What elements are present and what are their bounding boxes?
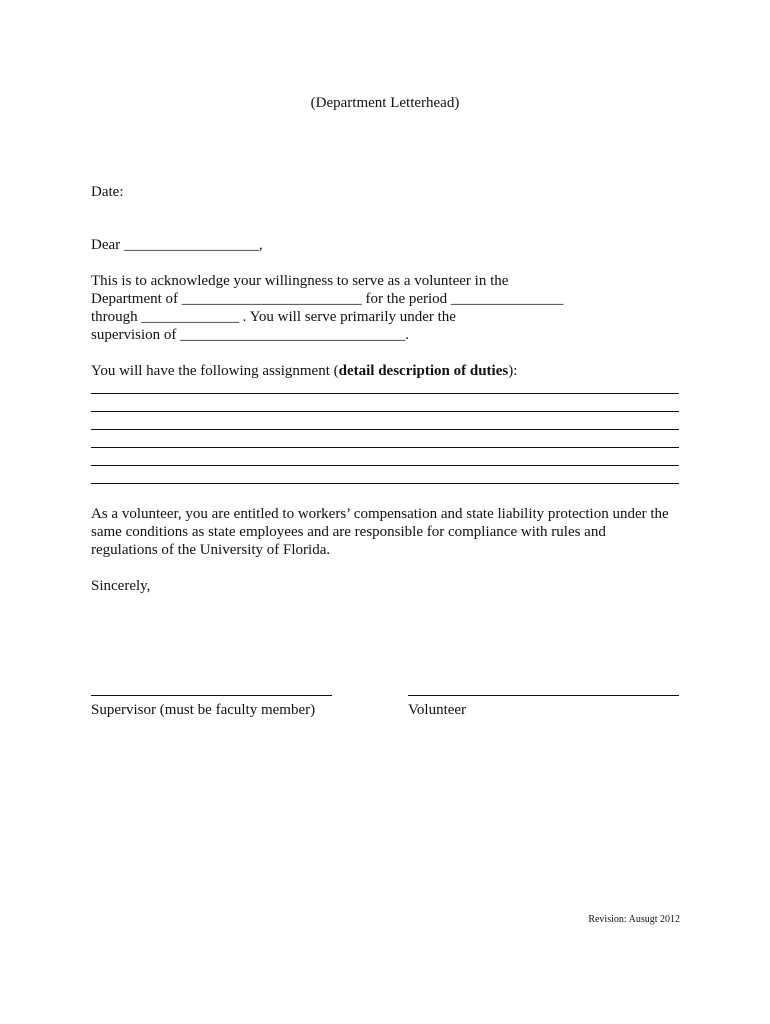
assignment-suffix: ): xyxy=(508,363,518,379)
letterhead-placeholder: (Department Letterhead) xyxy=(310,95,460,111)
intro-line: through _____________ . You will serve primarily under the xyxy=(91,309,456,325)
duty-line[interactable] xyxy=(91,429,679,430)
volunteer-signature-line[interactable] xyxy=(408,695,679,696)
duty-line[interactable] xyxy=(91,393,679,394)
intro-line: This is to acknowledge your willingness to serve as a volunteer in the xyxy=(91,273,509,289)
salutation: Dear __________________, xyxy=(91,237,263,253)
assignment-heading xyxy=(91,362,517,380)
duty-line[interactable] xyxy=(91,465,679,466)
intro-line: supervision of ______________________________. xyxy=(91,327,409,343)
compensation-line: same conditions as state employees and are responsible for compliance with rules and xyxy=(91,524,606,540)
assignment-prefix: You will have the following assignment ( xyxy=(91,363,339,379)
supervisor-label: Supervisor (must be faculty member) xyxy=(91,702,316,718)
duty-line[interactable] xyxy=(91,411,679,412)
compensation-line: regulations of the University of Florida. xyxy=(91,542,331,558)
duty-line[interactable] xyxy=(91,447,679,448)
date-label: Date: xyxy=(91,184,124,200)
compensation-line: As a volunteer, you are entitled to workers’ compensation and state liability protection under the xyxy=(91,506,669,522)
assignment-bold: detail description of duties xyxy=(338,363,509,379)
supervisor-signature-line[interactable] xyxy=(91,695,332,696)
closing: Sincerely, xyxy=(91,578,151,594)
intro-line: Department of ________________________ for the period _______________ xyxy=(91,291,564,307)
revision-note: Revision: Ausugt 2012 xyxy=(588,914,680,925)
volunteer-label: Volunteer xyxy=(408,702,467,718)
duty-line[interactable] xyxy=(91,483,679,484)
